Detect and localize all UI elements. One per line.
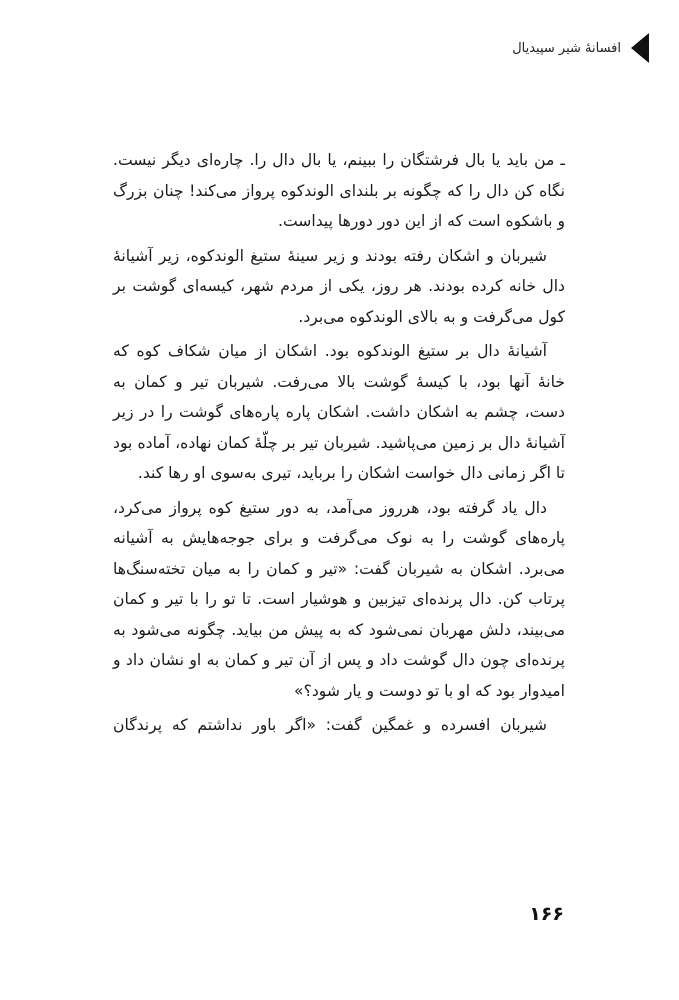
paragraph-1: ـ من باید یا بال فرشتگان را ببینم، یا بال دال را. چاره‌ای دیگر نیست. نگاه کن دال را که چگونه بر بلندای الوندکوه پرواز می‌کند! چنان بزرگ و باشکوه است که از این دور دورها پیداست. <box>113 151 565 230</box>
body-text <box>113 145 565 745</box>
page-number: ۱۶۶ <box>529 903 564 925</box>
paragraph-4: دال یاد گرفته بود، هرروز می‌آمد، به دور ستیغ کوه پرواز می‌کرد، پاره‌های گوشت را به نوک می‌گرفت و برای جوجه‌هایش به آشیانه می‌برد. اشکان به شیربان گفت: «تیر و کمان را به میان تخته‌سنگ‌ها پرتاب کن. دال پرنده‌ای تیزبین و هوشیار است. تا تو را با تیر و کمان می‌بیند، دلش مهربان نمی‌شود که به پیش من بیاید. چگونه می‌شود به پرنده‌ای چون دال گوشت داد و پس از آن تیر و کمان به او نشان داد و امیدوار بود که او با تو دوست و یار شود؟» <box>113 498 565 700</box>
triangle-marker-icon <box>631 33 649 63</box>
running-title: افسانهٔ شیر سپیدیال <box>512 40 621 56</box>
running-head <box>512 33 649 63</box>
paragraph-5: شیربان افسرده و غمگین گفت: «اگر باور نداشتم که پرندگان <box>113 716 547 734</box>
paragraph-2: شیربان و اشکان رفته بودند و زیر سینهٔ ستیغ الوندکوه، زیر آشیانهٔ دال خانه کرده بودند. هر روز، یکی از مردم شهر، کیسه‌ای گوشت بر کول می‌گرفت و به بالای الوندکوه می‌برد. <box>113 246 565 326</box>
paragraph-3: آشیانهٔ دال بر ستیغ الوندکوه بود. اشکان از میان شکاف کوه که خانهٔ آنها بود، با کیسهٔ گوشت بالا می‌رفت. شیربان تیر و کمان به دست، چشم به اشکان داشت. اشکان پاره پاره‌های گوشت را در زیر آشیانهٔ دال بر زمین می‌پاشید. شیربان تیر بر چلّهٔ کمان نهاده، آماده بود تا اگر زمانی دال خواست اشکان را برباید، تیری به‌سوی او رها کند. <box>113 342 565 482</box>
